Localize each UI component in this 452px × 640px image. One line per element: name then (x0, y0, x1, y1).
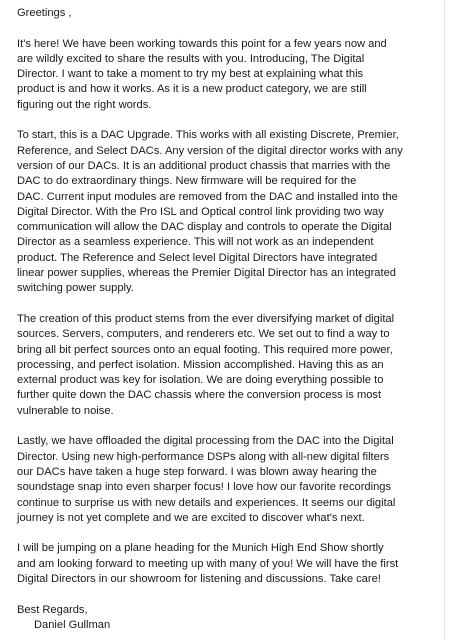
letter-paragraph-processing: Lastly, we have offloaded the digital processing from the DAC into the Digital Director. Using new high-performance DSPs along with all-new digital filters our DACs have taken a huge step forward. I was blown away hearing the soundstage snap into even sharper focus! I love how our favorite recordings continue to surprise us with new details and experiences. It seems our digital journey is not yet complete and we are excited to discover what's next. (17, 435, 396, 524)
letter-greeting: Greetings , (17, 7, 72, 19)
letter-paragraph-intro: It's here! We have been working towards this point for a few years now and are wildly excited to share the results with you. Introducing, The Digital Director. I want to take a moment to try my best at explaining what this product is and how it works. As it is a new product category, we are still figuring out the right words. (17, 37, 387, 111)
page-edge-divider (444, 0, 445, 640)
letter-body (17, 6, 441, 633)
letter-paragraph-digital-sources: The creation of this product stems from the ever diversifying market of digital sources. Servers, computers, and renderers etc. We set out to find a way to bring all bit perfect sources onto an equal footing. This required more power, processing, and perfect isolation. Mission accomplished. Having this as an external product was key for isolation. We are doing everything possible to further quite down the DAC chassis where the conversion process is most vulnerable to noise. (17, 312, 395, 417)
letter-signature: Daniel Gullman (34, 618, 111, 631)
letter-paragraph-munich-show: I will be jumping on a plane heading for the Munich High End Show shortly and am looking forward to meeting up with many of you! We will have the first Digital Directors in our showroom for listening and discussions. Take care! (17, 542, 399, 585)
letter-paragraph-dac-upgrade: To start, this is a DAC Upgrade. This works with all existing Discrete, Premier, Reference, and Select DACs. Any version of the digital director works with any version of our DACs. It is an additional product chassis that marries with the DAC to do extraordinary things. New firmware will be required for the DAC. Current input modules are removed from the DAC and installed into the Digital Director. With the Pro ISL and Optical control link providing two way communication will allow the DAC display and controls to operate the Digital Director as a seamless experience. This will not work as an independent product. The Reference and Select level Digital Directors have integrated linear power supplies, whereas the Premier Digital Director has an integrated switching power supply. (17, 129, 403, 295)
letter-closing: Best Regards, (17, 603, 88, 616)
